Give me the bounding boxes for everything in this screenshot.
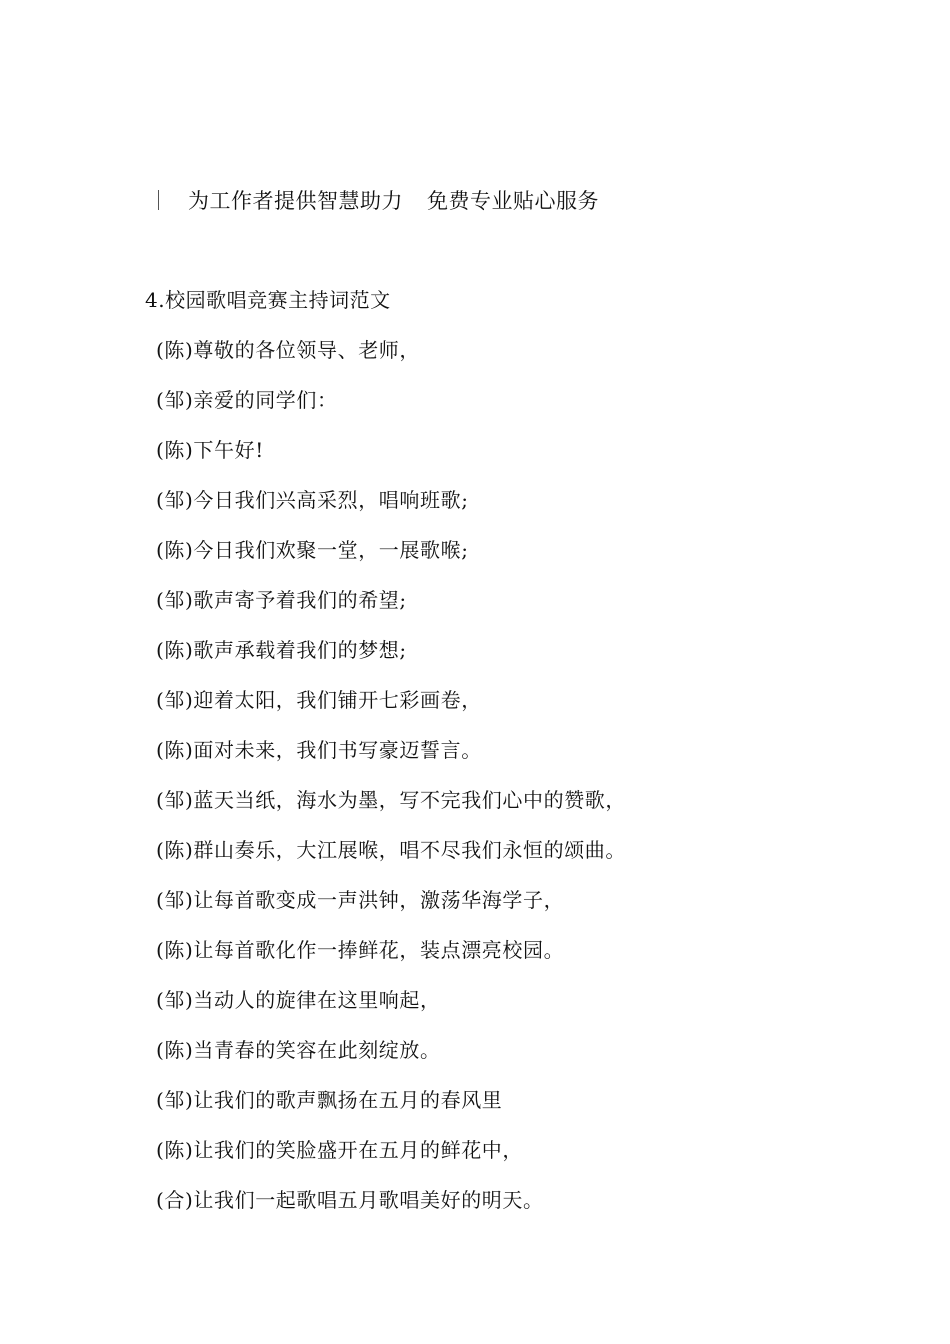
script-line: (陈)当青春的笑容在此刻绽放。 (156, 1038, 441, 1062)
script-line: (邹)今日我们兴高采烈，唱响班歌; (156, 488, 469, 512)
script-line: (邹)让我们的歌声飘扬在五月的春风里 (156, 1088, 503, 1112)
script-line: (陈)尊敬的各位领导、老师， (156, 338, 421, 362)
page-header (158, 184, 599, 216)
script-line: (邹)歌声寄予着我们的希望; (156, 588, 407, 612)
script-line: (陈)下午好! (156, 438, 264, 462)
script-line: (邹)亲爱的同学们： (156, 388, 338, 412)
script-line: (邹)迎着太阳，我们铺开七彩画卷， (156, 688, 482, 712)
script-line: (陈)歌声承载着我们的梦想; (156, 638, 407, 662)
header-slogan-right: 免费专业贴心服务 (427, 189, 599, 213)
header-slogan (188, 185, 599, 215)
document-title: 4.校园歌唱竞赛主持词范文 (145, 288, 391, 312)
script-lines (156, 334, 626, 1234)
header-slogan-left: 为工作者提供智慧助力 (188, 189, 403, 213)
script-line: (邹)当动人的旋律在这里响起， (156, 988, 441, 1012)
script-line: (陈)让我们的笑脸盛开在五月的鲜花中， (156, 1138, 524, 1162)
script-line: (陈)面对未来，我们书写豪迈誓言。 (156, 738, 482, 762)
script-line: (陈)今日我们欢聚一堂，一展歌喉; (156, 538, 469, 562)
script-line: (陈)让每首歌化作一捧鲜花，装点漂亮校园。 (156, 938, 565, 962)
header-divider (158, 190, 159, 210)
script-line: (陈)群山奏乐，大江展喉，唱不尽我们永恒的颂曲。 (156, 838, 627, 862)
script-line: (邹)让每首歌变成一声洪钟，激荡华海学子， (156, 888, 565, 912)
script-line: (邹)蓝天当纸，海水为墨，写不完我们心中的赞歌， (156, 788, 627, 812)
script-line: (合)让我们一起歌唱五月歌唱美好的明天。 (156, 1188, 544, 1212)
